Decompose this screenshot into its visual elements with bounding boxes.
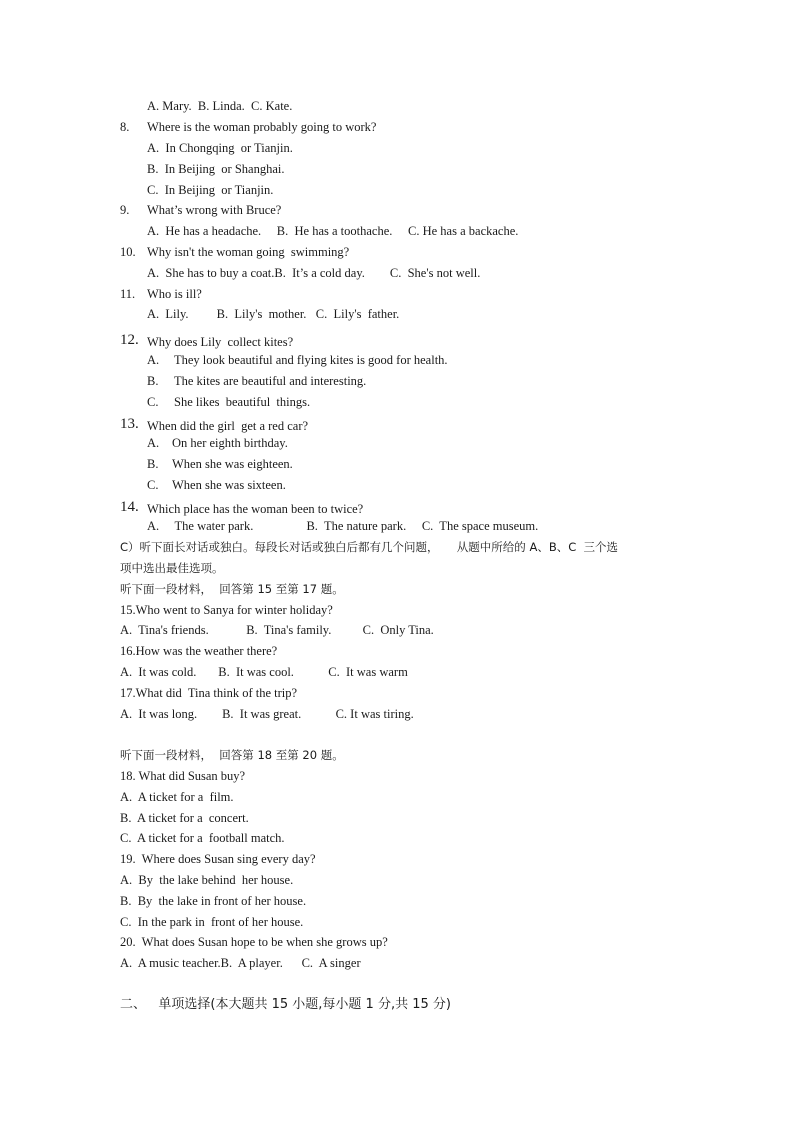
q14-question: Which place has the woman been to twice?: [147, 502, 364, 516]
q12-option-b-letter: B.: [147, 374, 159, 388]
q7-options: A. Mary. B. Linda. C. Kate.: [147, 99, 293, 113]
q13-question: When did the girl get a red car?: [147, 419, 309, 433]
q18-option-a: A. A ticket for a film.: [120, 790, 234, 804]
q13-option-c-letter: C.: [147, 478, 159, 492]
q15-options: A. Tina's friends. B. Tina's family. C. Only Tina.: [120, 623, 434, 637]
q8-option-c: C. In Beijing or Tianjin.: [147, 183, 274, 197]
group2-intro: 听下面一段材料， 回答第 18 至第 20 题。: [120, 748, 344, 762]
q19-question: 19. Where does Susan sing every day?: [120, 852, 316, 866]
q10-number: 10.: [120, 245, 136, 259]
q12-option-c-letter: C.: [147, 395, 159, 409]
q8-question: Where is the woman probably going to work?: [147, 120, 377, 134]
q12-option-a-letter: A.: [147, 353, 160, 367]
section-c-instruction-line2: 项中选出最佳选项。: [120, 561, 224, 575]
q16-options: A. It was cold. B. It was cool. C. It was warm: [120, 665, 408, 679]
q13-option-c: When she was sixteen.: [172, 478, 286, 492]
q13-option-b: When she was eighteen.: [172, 457, 293, 471]
q12-question: Why does Lily collect kites?: [147, 335, 294, 349]
q12-option-b: The kites are beautiful and interesting.: [174, 374, 367, 388]
q18-option-b: B. A ticket for a concert.: [120, 811, 249, 825]
q19-option-a: A. By the lake behind her house.: [120, 873, 294, 887]
q19-option-b: B. By the lake in front of her house.: [120, 894, 307, 908]
q16-question: 16.How was the weather there?: [120, 644, 278, 658]
q18-question: 18. What did Susan buy?: [120, 769, 246, 783]
q17-options: A. It was long. B. It was great. C. It was tiring.: [120, 707, 414, 721]
q19-option-c: C. In the park in front of her house.: [120, 915, 304, 929]
q9-options: A. He has a headache. B. He has a toothache. C. He has a backache.: [147, 224, 519, 238]
q11-question: Who is ill?: [147, 287, 202, 301]
q14-number: 14.: [120, 499, 139, 515]
q10-question: Why isn't the woman going swimming?: [147, 245, 350, 259]
group1-intro: 听下面一段材料， 回答第 15 至第 17 题。: [120, 582, 344, 596]
q8-option-b: B. In Beijing or Shanghai.: [147, 162, 285, 176]
q12-number: 12.: [120, 332, 139, 348]
part2-heading: 二、 单项选择(本大题共 15 小题,每小题 1 分,共 15 分): [120, 997, 451, 1012]
section-c-instruction-line1: C）听下面长对话或独白。每段长对话或独白后都有几个问题， 从题中所给的 A、B、C 三个选: [120, 540, 619, 554]
q8-option-a: A. In Chongqing or Tianjin.: [147, 141, 293, 155]
q11-options: A. Lily. B. Lily's mother. C. Lily's father.: [147, 307, 400, 321]
q9-question: What’s wrong with Bruce?: [147, 203, 282, 217]
q9-number: 9.: [120, 203, 130, 217]
q11-number: 11.: [120, 287, 136, 301]
q13-option-a: On her eighth birthday.: [172, 436, 288, 450]
q13-option-b-letter: B.: [147, 457, 159, 471]
q18-option-c: C. A ticket for a football match.: [120, 831, 285, 845]
q10-options: A. She has to buy a coat.B. It’s a cold day. C. She's not well.: [147, 266, 481, 280]
q8-number: 8.: [120, 120, 130, 134]
q20-question: 20. What does Susan hope to be when she grows up?: [120, 935, 388, 949]
q13-option-a-letter: A.: [147, 436, 160, 450]
q20-options: A. A music teacher.B. A player. C. A singer: [120, 956, 361, 970]
q12-option-c: She likes beautiful things.: [174, 395, 311, 409]
q14-options: A. The water park. B. The nature park. C. The space museum.: [147, 519, 539, 533]
q13-number: 13.: [120, 416, 139, 432]
q12-option-a: They look beautiful and flying kites is good for health.: [174, 353, 448, 367]
q17-question: 17.What did Tina think of the trip?: [120, 686, 298, 700]
q15-question: 15.Who went to Sanya for winter holiday?: [120, 603, 333, 617]
